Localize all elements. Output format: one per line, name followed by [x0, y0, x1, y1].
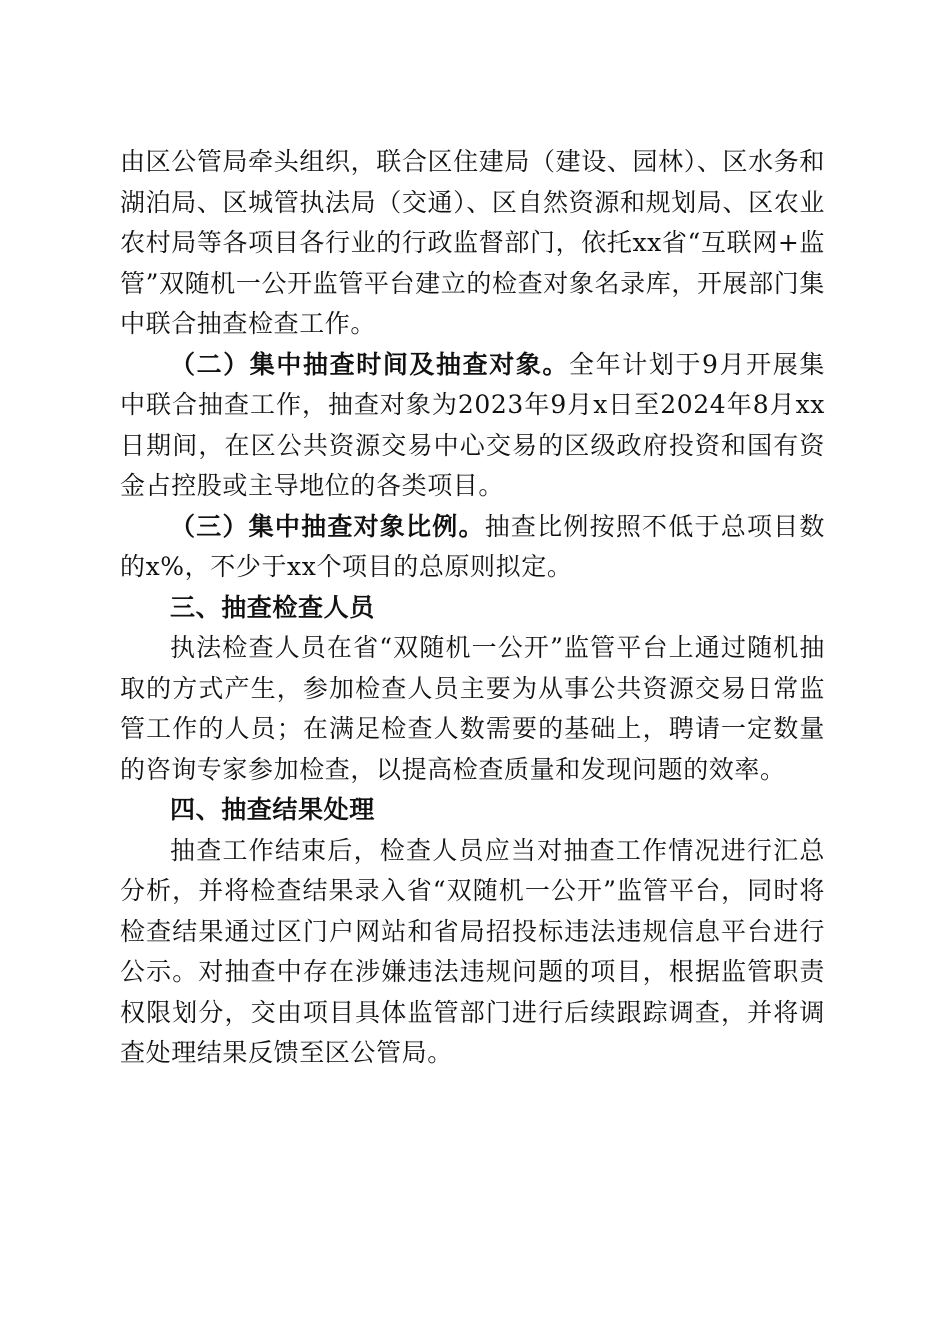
- section-heading-3: 三、抽查检查人员: [170, 592, 375, 622]
- document-page: [120, 142, 825, 1074]
- paragraph-personnel: 执法检查人员在省“双随机一公开”监管平台上通过随机抽取的方式产生，参加检查人员主要为从事公共资源交易日常监管工作的人员；在满足检查人数需要的基础上，聘请一定数量的咨询专家参加检查，以提高检查质量和发现问题的效率。: [120, 633, 825, 784]
- paragraph-item-2: [120, 345, 825, 507]
- item-2-body: 全年计划于9月开展集中联合抽查工作，抽查对象为2023年9月x日至2024年8月xx日期间，在区公共资源交易中心交易的区级政府投资和国有资金占控股或主导地位的各类项目。: [120, 349, 825, 500]
- item-3-lead: （三）集中抽查对象比例。: [170, 511, 485, 541]
- paragraph-results: 抽查工作结束后，检查人员应当对抽查工作情况进行汇总分析，并将检查结果录入省“双随机一公开”监管平台，同时将检查结果通过区门户网站和省局招投标违法违规信息平台进行公示。对抽查中存在涉嫌违法违规问题的项目，根据监管职责权限划分，交由项目具体监管部门进行后续跟踪调查，并将调查处理结果反馈至区公管局。: [120, 835, 825, 1067]
- item-2-lead: （二）集中抽查时间及抽查对象。: [170, 349, 570, 379]
- item-3-body: 抽查比例按照不低于总项目数的x%，不少于xx个项目的总原则拟定。: [120, 511, 825, 581]
- paragraph-continuation: 由区公管局牵头组织，联合区住建局（建设、园林）、区水务和湖泊局、区城管执法局（交通）、区自然资源和规划局、区农业农村局等各项目各行业的行政监督部门，依托xx省“互联网+监管”双随机一公开监管平台建立的检查对象名录库，开展部门集中联合抽查检查工作。: [120, 147, 825, 338]
- paragraph-item-3: [120, 507, 825, 588]
- section-heading-4: 四、抽查结果处理: [170, 795, 375, 824]
